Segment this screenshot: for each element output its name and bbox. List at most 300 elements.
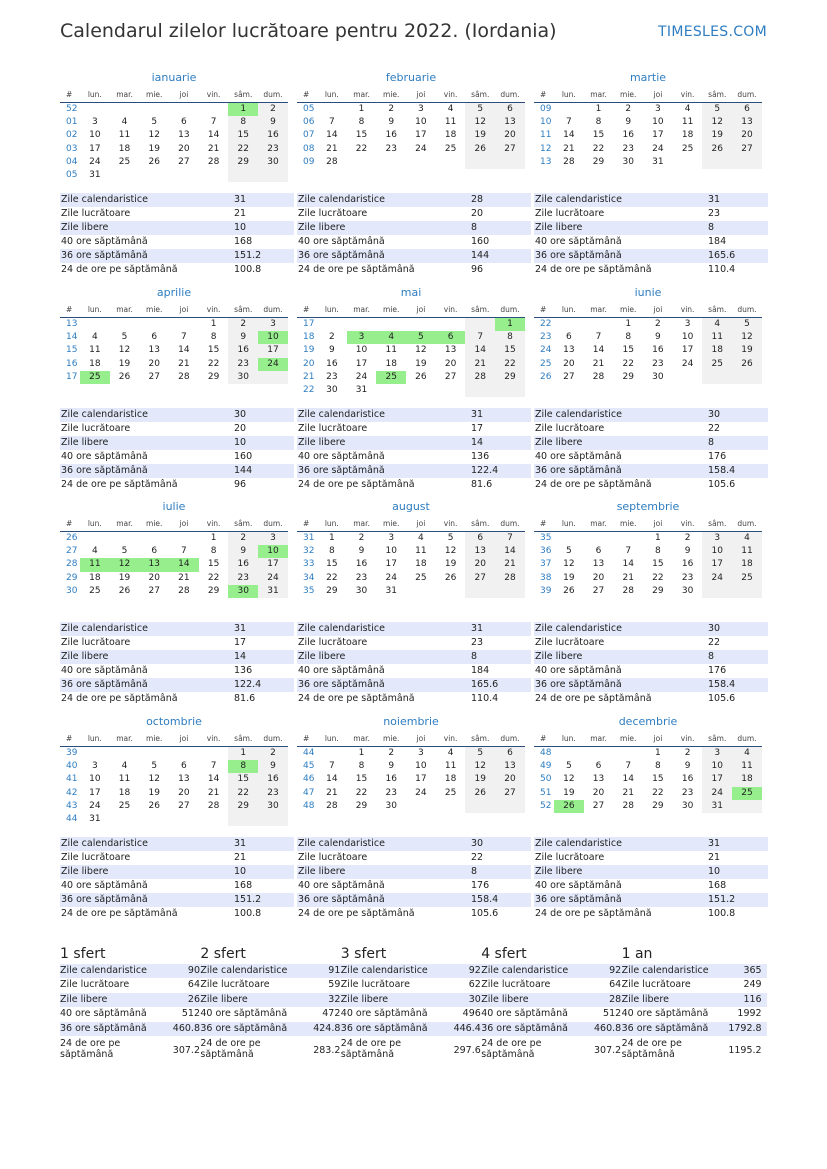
day-cell[interactable]: 12 <box>110 558 140 571</box>
day-cell[interactable]: 25 <box>415 572 427 583</box>
day-cell[interactable]: 11 <box>444 117 457 128</box>
day-cell[interactable]: 25 <box>732 572 762 585</box>
day-cell[interactable]: 10 <box>89 774 101 785</box>
day-cell[interactable]: 12 <box>415 345 427 356</box>
day-cell[interactable]: 2 <box>388 748 395 758</box>
day-cell[interactable]: 7 <box>328 117 335 128</box>
day-cell[interactable]: 5 <box>447 533 454 543</box>
day-cell[interactable]: 5 <box>565 546 572 557</box>
day-cell[interactable]: 4 <box>447 104 454 114</box>
day-cell[interactable]: 5 <box>406 331 436 344</box>
day-cell[interactable]: 2 <box>684 748 691 758</box>
day-cell[interactable]: 13 <box>444 345 457 356</box>
day-cell[interactable]: 28 <box>495 572 525 585</box>
day-cell[interactable]: 8 <box>595 117 602 128</box>
day-cell[interactable]: 25 <box>89 585 101 596</box>
day-cell[interactable]: 6 <box>595 546 602 557</box>
day-cell[interactable]: 2 <box>388 104 395 114</box>
day-cell[interactable]: 15 <box>207 345 220 356</box>
day-cell[interactable]: 31 <box>385 585 397 596</box>
day-cell[interactable]: 15 <box>207 559 220 570</box>
day-cell[interactable]: 30 <box>385 800 397 811</box>
day-cell[interactable]: 30 <box>681 800 694 811</box>
day-cell[interactable]: 31 <box>702 800 732 813</box>
day-cell[interactable]: 6 <box>565 332 572 343</box>
day-cell[interactable]: 25 <box>80 371 110 384</box>
day-cell[interactable]: 2 <box>228 532 258 545</box>
day-cell[interactable]: 28 <box>622 585 634 596</box>
day-cell[interactable]: 20 <box>148 358 160 369</box>
day-cell[interactable]: 23 <box>681 572 694 583</box>
day-cell[interactable]: 21 <box>326 787 338 798</box>
day-cell[interactable]: 14 <box>207 774 220 785</box>
day-cell[interactable]: 7 <box>210 117 217 128</box>
day-cell[interactable]: 27 <box>495 143 525 156</box>
day-cell[interactable]: 15 <box>652 774 664 785</box>
day-cell[interactable]: 25 <box>118 156 131 167</box>
day-cell[interactable]: 16 <box>681 559 694 570</box>
day-cell[interactable]: 23 <box>622 143 634 154</box>
day-cell[interactable]: 4 <box>121 761 128 772</box>
day-cell[interactable]: 12 <box>702 116 732 129</box>
day-cell[interactable]: 8 <box>655 546 661 557</box>
day-cell[interactable]: 7 <box>181 546 187 557</box>
day-cell[interactable]: 2 <box>655 319 661 329</box>
day-cell[interactable]: 21 <box>465 358 495 371</box>
day-cell[interactable]: 20 <box>592 572 605 583</box>
day-cell[interactable]: 8 <box>358 761 365 772</box>
day-cell[interactable]: 8 <box>655 761 661 772</box>
day-cell[interactable]: 15 <box>355 774 368 785</box>
day-cell[interactable]: 4 <box>684 104 691 114</box>
day-cell[interactable]: 27 <box>495 787 525 800</box>
day-cell[interactable]: 17 <box>681 345 694 356</box>
day-cell[interactable]: 3 <box>702 532 732 545</box>
day-cell[interactable]: 10 <box>355 345 368 356</box>
day-cell[interactable]: 19 <box>465 773 495 786</box>
day-cell[interactable]: 21 <box>622 572 634 583</box>
day-cell[interactable]: 23 <box>355 572 368 583</box>
day-cell[interactable]: 7 <box>465 331 495 344</box>
day-cell[interactable]: 6 <box>595 761 602 772</box>
day-cell[interactable]: 11 <box>702 331 732 344</box>
day-cell[interactable]: 12 <box>732 331 762 344</box>
day-cell[interactable]: 4 <box>121 117 128 128</box>
day-cell[interactable]: 3 <box>684 319 691 329</box>
day-cell[interactable]: 29 <box>207 371 220 382</box>
day-cell[interactable]: 10 <box>702 545 732 558</box>
day-cell[interactable]: 19 <box>563 572 575 583</box>
day-cell[interactable]: 14 <box>207 130 220 141</box>
day-cell[interactable]: 30 <box>228 585 258 598</box>
day-cell[interactable]: 14 <box>622 559 634 570</box>
day-cell[interactable]: 4 <box>376 331 406 344</box>
day-cell[interactable]: 21 <box>622 787 634 798</box>
day-cell[interactable]: 22 <box>495 358 525 371</box>
day-cell[interactable]: 10 <box>681 332 694 343</box>
day-cell[interactable]: 1 <box>228 747 258 760</box>
day-cell[interactable]: 5 <box>565 761 572 772</box>
day-cell[interactable]: 26 <box>465 143 495 156</box>
day-cell[interactable]: 1 <box>358 748 365 758</box>
day-cell[interactable]: 29 <box>207 585 220 596</box>
day-cell[interactable]: 1 <box>655 533 661 543</box>
day-cell[interactable]: 14 <box>178 345 190 356</box>
day-cell[interactable]: 28 <box>326 156 338 167</box>
day-cell[interactable]: 16 <box>228 558 258 571</box>
day-cell[interactable]: 6 <box>151 332 158 343</box>
day-cell[interactable]: 14 <box>495 545 525 558</box>
day-cell[interactable]: 18 <box>385 358 397 369</box>
day-cell[interactable]: 10 <box>652 117 664 128</box>
day-cell[interactable]: 24 <box>652 143 664 154</box>
day-cell[interactable]: 22 <box>207 572 220 583</box>
day-cell[interactable]: 5 <box>121 332 128 343</box>
day-cell[interactable]: 14 <box>592 345 605 356</box>
day-cell[interactable]: 24 <box>258 358 288 371</box>
day-cell[interactable]: 19 <box>465 129 495 142</box>
day-cell[interactable]: 28 <box>207 156 220 167</box>
day-cell[interactable]: 29 <box>326 585 338 596</box>
day-cell[interactable]: 5 <box>702 103 732 116</box>
day-cell[interactable]: 30 <box>258 800 288 813</box>
day-cell[interactable]: 8 <box>210 332 217 343</box>
day-cell[interactable]: 3 <box>418 748 424 758</box>
day-cell[interactable]: 25 <box>681 143 694 154</box>
day-cell[interactable]: 28 <box>563 156 575 167</box>
day-cell[interactable]: 20 <box>444 358 457 369</box>
day-cell[interactable]: 17 <box>415 130 427 141</box>
day-cell[interactable]: 11 <box>444 761 457 772</box>
day-cell[interactable]: 24 <box>415 787 427 798</box>
day-cell[interactable]: 4 <box>732 747 762 760</box>
day-cell[interactable]: 29 <box>622 371 634 382</box>
day-cell[interactable]: 4 <box>447 748 454 758</box>
day-cell[interactable]: 18 <box>732 558 762 571</box>
day-cell[interactable]: 31 <box>652 156 664 167</box>
day-cell[interactable]: 3 <box>91 117 98 128</box>
day-cell[interactable]: 25 <box>118 800 131 811</box>
day-cell[interactable]: 13 <box>495 760 525 773</box>
day-cell[interactable]: 8 <box>625 332 632 343</box>
day-cell[interactable]: 23 <box>228 572 258 585</box>
day-cell[interactable]: 23 <box>385 787 397 798</box>
day-cell[interactable]: 23 <box>326 371 338 382</box>
day-cell[interactable]: 6 <box>151 546 158 557</box>
day-cell[interactable]: 27 <box>563 371 575 382</box>
day-cell[interactable]: 18 <box>444 774 457 785</box>
day-cell[interactable]: 7 <box>181 332 187 343</box>
day-cell[interactable]: 24 <box>258 572 288 585</box>
day-cell[interactable]: 20 <box>732 129 762 142</box>
day-cell[interactable]: 9 <box>228 545 258 558</box>
day-cell[interactable]: 23 <box>652 358 664 369</box>
day-cell[interactable]: 10 <box>415 761 427 772</box>
day-cell[interactable]: 17 <box>355 358 368 369</box>
day-cell[interactable]: 9 <box>358 546 365 557</box>
day-cell[interactable]: 17 <box>385 559 397 570</box>
day-cell[interactable]: 20 <box>592 787 605 798</box>
day-cell[interactable]: 2 <box>625 104 632 114</box>
day-cell[interactable]: 23 <box>228 358 258 371</box>
day-cell[interactable]: 16 <box>355 559 368 570</box>
day-cell[interactable]: 22 <box>228 787 258 800</box>
day-cell[interactable]: 16 <box>385 130 397 141</box>
day-cell[interactable]: 16 <box>652 345 664 356</box>
day-cell[interactable]: 31 <box>89 169 101 180</box>
day-cell[interactable]: 17 <box>89 787 101 798</box>
day-cell[interactable]: 17 <box>702 558 732 571</box>
day-cell[interactable]: 12 <box>118 345 131 356</box>
day-cell[interactable]: 23 <box>258 143 288 156</box>
day-cell[interactable]: 3 <box>388 533 395 543</box>
day-cell[interactable]: 13 <box>732 116 762 129</box>
day-cell[interactable]: 28 <box>207 800 220 811</box>
day-cell[interactable]: 1 <box>210 533 217 543</box>
day-cell[interactable]: 2 <box>258 103 288 116</box>
day-cell[interactable]: 10 <box>89 130 101 141</box>
day-cell[interactable]: 3 <box>418 104 424 114</box>
day-cell[interactable]: 27 <box>178 800 190 811</box>
day-cell[interactable]: 19 <box>118 572 131 583</box>
day-cell[interactable]: 29 <box>228 156 258 169</box>
day-cell[interactable]: 17 <box>258 558 288 571</box>
day-cell[interactable]: 1 <box>655 748 661 758</box>
day-cell[interactable]: 22 <box>355 787 368 798</box>
brand-logo[interactable]: TIMESLES.COM <box>658 24 767 40</box>
day-cell[interactable]: 27 <box>148 371 160 382</box>
day-cell[interactable]: 11 <box>385 345 397 356</box>
day-cell[interactable]: 9 <box>388 117 395 128</box>
day-cell[interactable]: 28 <box>326 800 338 811</box>
day-cell[interactable]: 16 <box>228 344 258 357</box>
day-cell[interactable]: 10 <box>258 331 288 344</box>
day-cell[interactable]: 11 <box>118 774 131 785</box>
day-cell[interactable]: 18 <box>444 130 457 141</box>
day-cell[interactable]: 1 <box>495 318 525 331</box>
day-cell[interactable]: 14 <box>169 558 199 571</box>
day-cell[interactable]: 24 <box>385 572 397 583</box>
day-cell[interactable]: 27 <box>592 585 605 596</box>
day-cell[interactable]: 26 <box>444 572 457 583</box>
day-cell[interactable]: 10 <box>702 760 732 773</box>
day-cell[interactable]: 21 <box>326 143 338 154</box>
day-cell[interactable]: 31 <box>89 813 101 824</box>
day-cell[interactable]: 27 <box>148 585 160 596</box>
day-cell[interactable]: 19 <box>148 143 160 154</box>
day-cell[interactable]: 3 <box>91 761 98 772</box>
day-cell[interactable]: 14 <box>465 344 495 357</box>
day-cell[interactable]: 4 <box>91 546 98 557</box>
day-cell[interactable]: 11 <box>732 545 762 558</box>
day-cell[interactable]: 13 <box>592 774 605 785</box>
day-cell[interactable]: 16 <box>326 358 338 369</box>
day-cell[interactable]: 13 <box>178 130 190 141</box>
day-cell[interactable]: 22 <box>228 143 258 156</box>
day-cell[interactable]: 11 <box>89 345 101 356</box>
day-cell[interactable]: 17 <box>702 773 732 786</box>
day-cell[interactable]: 23 <box>681 787 694 798</box>
day-cell[interactable]: 11 <box>118 130 131 141</box>
day-cell[interactable]: 3 <box>258 318 288 331</box>
day-cell[interactable]: 1 <box>328 533 335 543</box>
day-cell[interactable]: 30 <box>258 156 288 169</box>
day-cell[interactable]: 24 <box>702 787 732 800</box>
day-cell[interactable]: 23 <box>258 787 288 800</box>
day-cell[interactable]: 1 <box>228 103 258 116</box>
day-cell[interactable]: 6 <box>181 761 187 772</box>
day-cell[interactable]: 9 <box>625 117 632 128</box>
day-cell[interactable]: 21 <box>207 143 220 154</box>
day-cell[interactable]: 11 <box>415 546 427 557</box>
day-cell[interactable]: 29 <box>592 156 605 167</box>
day-cell[interactable]: 4 <box>418 533 424 543</box>
day-cell[interactable]: 18 <box>732 773 762 786</box>
day-cell[interactable]: 12 <box>465 116 495 129</box>
day-cell[interactable]: 27 <box>465 572 495 585</box>
day-cell[interactable]: 18 <box>118 787 131 798</box>
day-cell[interactable]: 3 <box>702 747 732 760</box>
day-cell[interactable]: 3 <box>258 532 288 545</box>
day-cell[interactable]: 16 <box>622 130 634 141</box>
day-cell[interactable]: 6 <box>732 103 762 116</box>
day-cell[interactable]: 8 <box>495 331 525 344</box>
day-cell[interactable]: 5 <box>732 318 762 331</box>
day-cell[interactable]: 10 <box>385 546 397 557</box>
day-cell[interactable]: 26 <box>702 143 732 156</box>
day-cell[interactable]: 13 <box>592 559 605 570</box>
day-cell[interactable]: 31 <box>258 585 288 598</box>
day-cell[interactable]: 29 <box>228 800 258 813</box>
day-cell[interactable]: 15 <box>326 559 338 570</box>
day-cell[interactable]: 18 <box>681 130 694 141</box>
day-cell[interactable]: 5 <box>465 747 495 760</box>
day-cell[interactable]: 11 <box>80 558 110 571</box>
day-cell[interactable]: 1 <box>210 319 217 329</box>
day-cell[interactable]: 16 <box>681 774 694 785</box>
day-cell[interactable]: 15 <box>355 130 368 141</box>
day-cell[interactable]: 15 <box>228 129 258 142</box>
day-cell[interactable]: 18 <box>89 572 101 583</box>
day-cell[interactable]: 22 <box>355 143 368 154</box>
day-cell[interactable]: 12 <box>148 130 160 141</box>
day-cell[interactable]: 19 <box>563 787 575 798</box>
day-cell[interactable]: 7 <box>495 532 525 545</box>
day-cell[interactable]: 15 <box>622 345 634 356</box>
day-cell[interactable]: 29 <box>652 800 664 811</box>
day-cell[interactable]: 16 <box>258 773 288 786</box>
day-cell[interactable]: 20 <box>495 773 525 786</box>
day-cell[interactable]: 11 <box>732 760 762 773</box>
day-cell[interactable]: 12 <box>563 559 575 570</box>
day-cell[interactable]: 27 <box>592 800 605 811</box>
day-cell[interactable]: 26 <box>563 585 575 596</box>
day-cell[interactable]: 13 <box>148 345 160 356</box>
day-cell[interactable]: 22 <box>622 358 634 369</box>
day-cell[interactable]: 14 <box>326 774 338 785</box>
day-cell[interactable]: 22 <box>652 572 664 583</box>
day-cell[interactable]: 10 <box>415 117 427 128</box>
day-cell[interactable]: 13 <box>139 558 169 571</box>
day-cell[interactable]: 6 <box>495 103 525 116</box>
day-cell[interactable]: 4 <box>732 532 762 545</box>
day-cell[interactable]: 14 <box>563 130 575 141</box>
day-cell[interactable]: 29 <box>355 800 368 811</box>
day-cell[interactable]: 3 <box>655 104 661 114</box>
day-cell[interactable]: 7 <box>328 761 335 772</box>
day-cell[interactable]: 20 <box>563 358 575 369</box>
day-cell[interactable]: 7 <box>210 761 217 772</box>
day-cell[interactable]: 15 <box>592 130 605 141</box>
day-cell[interactable]: 26 <box>118 585 131 596</box>
day-cell[interactable]: 6 <box>181 117 187 128</box>
day-cell[interactable]: 26 <box>148 800 160 811</box>
day-cell[interactable]: 8 <box>228 116 258 129</box>
day-cell[interactable]: 14 <box>622 774 634 785</box>
day-cell[interactable]: 4 <box>702 318 732 331</box>
day-cell[interactable]: 5 <box>151 117 158 128</box>
day-cell[interactable]: 2 <box>228 318 258 331</box>
day-cell[interactable]: 7 <box>625 761 632 772</box>
day-cell[interactable]: 9 <box>228 331 258 344</box>
day-cell[interactable]: 17 <box>652 130 664 141</box>
day-cell[interactable]: 1 <box>595 104 602 114</box>
day-cell[interactable]: 19 <box>702 129 732 142</box>
day-cell[interactable]: 22 <box>592 143 605 154</box>
day-cell[interactable]: 12 <box>465 760 495 773</box>
day-cell[interactable]: 25 <box>702 358 732 371</box>
day-cell[interactable]: 28 <box>465 371 495 384</box>
day-cell[interactable]: 22 <box>652 787 664 798</box>
day-cell[interactable]: 17 <box>258 344 288 357</box>
day-cell[interactable]: 22 <box>326 572 338 583</box>
day-cell[interactable]: 1 <box>625 319 632 329</box>
day-cell[interactable]: 27 <box>178 156 190 167</box>
day-cell[interactable]: 30 <box>622 156 634 167</box>
day-cell[interactable]: 6 <box>465 532 495 545</box>
day-cell[interactable]: 9 <box>388 761 395 772</box>
day-cell[interactable]: 19 <box>415 358 427 369</box>
day-cell[interactable]: 28 <box>178 585 190 596</box>
day-cell[interactable]: 9 <box>258 116 288 129</box>
day-cell[interactable]: 19 <box>118 358 131 369</box>
day-cell[interactable]: 20 <box>495 129 525 142</box>
day-cell[interactable]: 25 <box>732 787 762 800</box>
day-cell[interactable]: 8 <box>358 117 365 128</box>
day-cell[interactable]: 31 <box>355 384 368 395</box>
day-cell[interactable]: 20 <box>465 558 495 571</box>
day-cell[interactable]: 21 <box>207 787 220 798</box>
day-cell[interactable]: 26 <box>118 371 131 382</box>
day-cell[interactable]: 18 <box>415 559 427 570</box>
day-cell[interactable]: 23 <box>385 143 397 154</box>
day-cell[interactable]: 20 <box>178 787 190 798</box>
day-cell[interactable]: 26 <box>554 800 584 813</box>
day-cell[interactable]: 2 <box>684 533 691 543</box>
day-cell[interactable]: 2 <box>328 332 335 343</box>
day-cell[interactable]: 22 <box>207 358 220 369</box>
day-cell[interactable]: 19 <box>148 787 160 798</box>
day-cell[interactable]: 8 <box>328 546 335 557</box>
day-cell[interactable]: 27 <box>444 371 457 382</box>
day-cell[interactable]: 18 <box>118 143 131 154</box>
day-cell[interactable]: 14 <box>326 130 338 141</box>
day-cell[interactable]: 8 <box>210 546 217 557</box>
day-cell[interactable]: 25 <box>376 371 406 384</box>
day-cell[interactable]: 26 <box>148 156 160 167</box>
day-cell[interactable]: 21 <box>563 143 575 154</box>
day-cell[interactable]: 26 <box>732 358 762 371</box>
